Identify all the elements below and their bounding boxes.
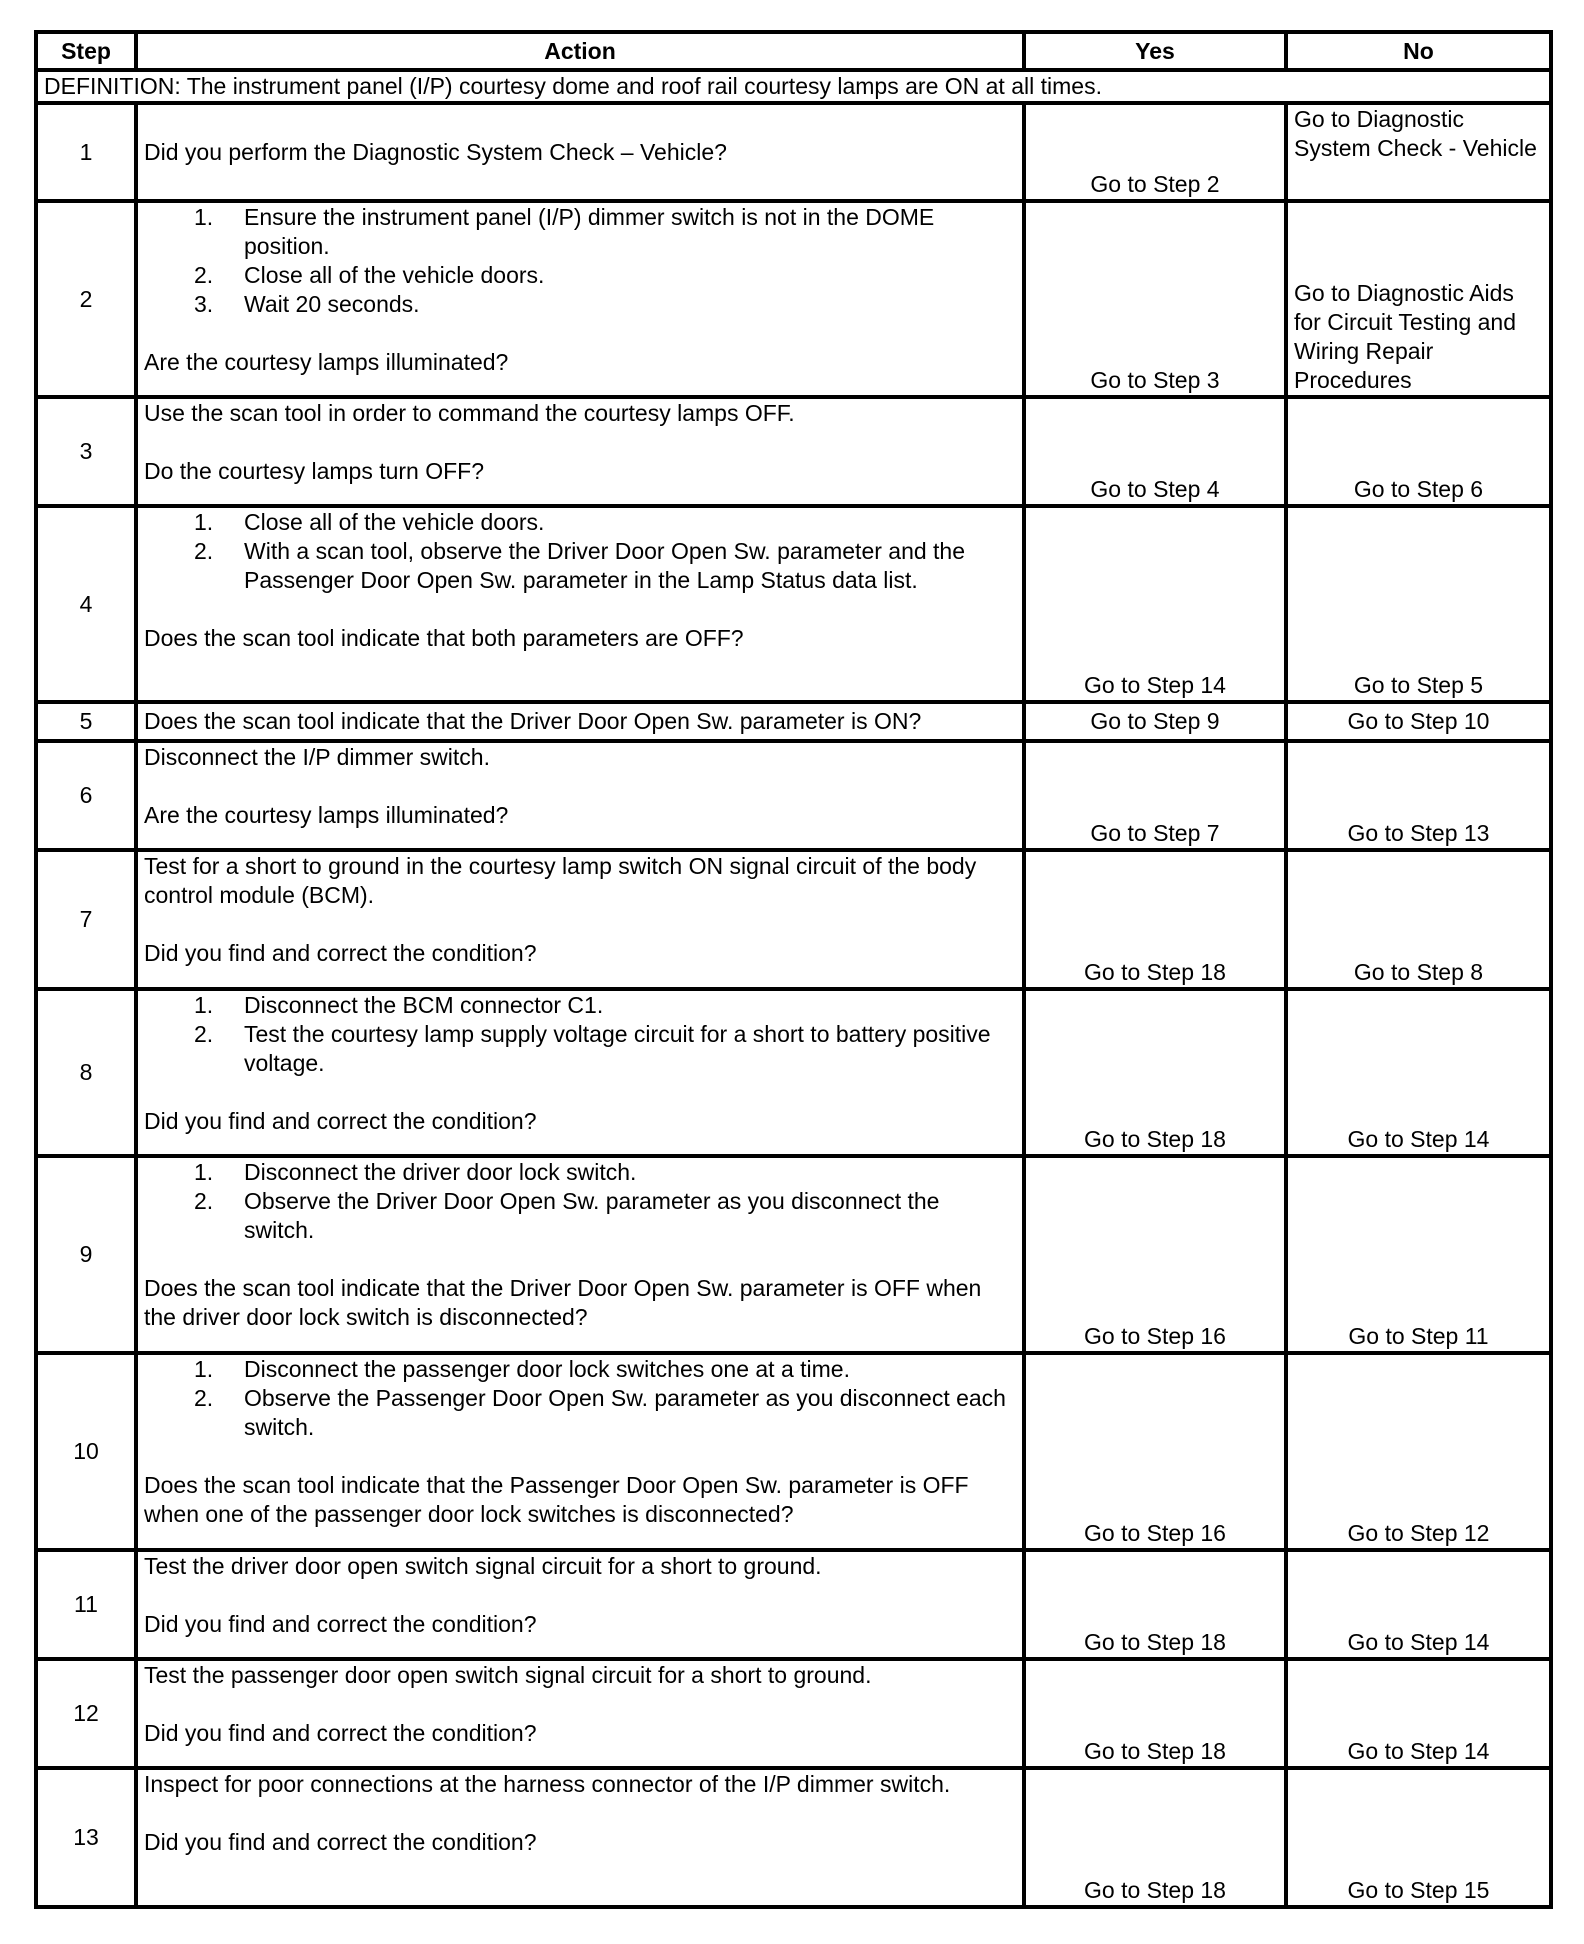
action-question: Are the courtesy lamps illuminated? — [144, 802, 509, 828]
table-row — [36, 397, 1551, 506]
header-row — [36, 32, 1551, 70]
no-cell: Go to Step 10 — [1286, 702, 1551, 741]
yes-cell: Go to Step 18 — [1024, 1550, 1286, 1659]
action-text: Test for a short to ground in the courtesy lamp switch ON signal circuit of the body control module (BCM). — [144, 853, 977, 908]
action-cell — [136, 506, 1024, 702]
action-question: Did you find and correct the condition? — [144, 1108, 537, 1134]
no-cell: Go to Step 5 — [1286, 506, 1551, 702]
list-item: 2. Test the courtesy lamp supply voltage circuit for a short to battery positive voltage. — [194, 1021, 991, 1076]
action-question: Does the scan tool indicate that the Driver Door Open Sw. parameter is OFF when the driver door lock switch is disconnected? — [144, 1275, 982, 1330]
action-cell — [136, 201, 1024, 397]
action-cell — [136, 702, 1024, 741]
table-row — [36, 702, 1551, 741]
header-action: Action — [136, 32, 1024, 70]
action-list — [144, 1158, 1016, 1245]
yes-cell: Go to Step 7 — [1024, 741, 1286, 850]
no-cell: Go to Step 15 — [1286, 1768, 1551, 1907]
yes-cell: Go to Step 4 — [1024, 397, 1286, 506]
action-cell — [136, 103, 1024, 201]
step-number: 10 — [36, 1353, 136, 1550]
no-cell: Go to Step 11 — [1286, 1156, 1551, 1353]
no-cell: Go to Step 13 — [1286, 741, 1551, 850]
step-number: 13 — [36, 1768, 136, 1907]
no-cell: Go to Step 14 — [1286, 989, 1551, 1156]
yes-cell: Go to Step 2 — [1024, 103, 1286, 201]
action-text: Use the scan tool in order to command the courtesy lamps OFF. — [144, 400, 795, 426]
table-row — [36, 1659, 1551, 1768]
action-question: Did you find and correct the condition? — [144, 1720, 537, 1746]
table-row — [36, 850, 1551, 989]
action-question: Did you find and correct the condition? — [144, 1829, 537, 1855]
table-row — [36, 103, 1551, 201]
action-cell — [136, 1156, 1024, 1353]
action-cell — [136, 989, 1024, 1156]
definition-text: DEFINITION: The instrument panel (I/P) courtesy dome and roof rail courtesy lamps are ON at all times. — [36, 70, 1551, 103]
action-cell — [136, 1768, 1024, 1907]
list-item: 1. Disconnect the passenger door lock switches one at a time. — [194, 1356, 850, 1382]
table-row — [36, 741, 1551, 850]
step-number: 3 — [36, 397, 136, 506]
action-text: Test the passenger door open switch signal circuit for a short to ground. — [144, 1662, 872, 1688]
action-cell — [136, 1550, 1024, 1659]
no-cell: Go to Diagnostic Aids for Circuit Testing and Wiring Repair Procedures — [1286, 201, 1551, 397]
yes-cell: Go to Step 16 — [1024, 1353, 1286, 1550]
action-list — [144, 508, 1016, 595]
yes-cell: Go to Step 16 — [1024, 1156, 1286, 1353]
action-question: Did you find and correct the condition? — [144, 940, 537, 966]
table-row — [36, 1550, 1551, 1659]
step-number: 5 — [36, 702, 136, 741]
action-question: Does the scan tool indicate that the Driver Door Open Sw. parameter is ON? — [144, 708, 922, 734]
yes-cell: Go to Step 14 — [1024, 506, 1286, 702]
list-item: 3. Wait 20 seconds. — [194, 291, 420, 317]
step-number: 1 — [36, 103, 136, 201]
list-item: 2. Close all of the vehicle doors. — [194, 262, 545, 288]
table-row — [36, 1156, 1551, 1353]
step-number: 8 — [36, 989, 136, 1156]
action-cell — [136, 1353, 1024, 1550]
action-question: Does the scan tool indicate that both parameters are OFF? — [144, 625, 744, 651]
step-number: 12 — [36, 1659, 136, 1768]
no-cell: Go to Step 12 — [1286, 1353, 1551, 1550]
header-step: Step — [36, 32, 136, 70]
action-cell — [136, 741, 1024, 850]
table-row — [36, 506, 1551, 702]
definition-row — [36, 70, 1551, 103]
yes-cell: Go to Step 18 — [1024, 989, 1286, 1156]
action-list — [144, 203, 1016, 319]
action-text: Inspect for poor connections at the harness connector of the I/P dimmer switch. — [144, 1771, 951, 1797]
action-question: Did you perform the Diagnostic System Check – Vehicle? — [144, 138, 727, 165]
table-row — [36, 201, 1551, 397]
action-question: Does the scan tool indicate that the Passenger Door Open Sw. parameter is OFF when one of the passenger door lock switches is disconnected? — [144, 1472, 969, 1527]
action-question: Are the courtesy lamps illuminated? — [144, 349, 509, 375]
step-number: 9 — [36, 1156, 136, 1353]
yes-cell: Go to Step 18 — [1024, 850, 1286, 989]
no-cell: Go to Step 14 — [1286, 1550, 1551, 1659]
no-cell: Go to Step 8 — [1286, 850, 1551, 989]
table-row — [36, 1768, 1551, 1907]
action-question: Did you find and correct the condition? — [144, 1611, 537, 1637]
list-item: 2. Observe the Passenger Door Open Sw. parameter as you disconnect each switch. — [194, 1385, 1006, 1440]
step-number: 2 — [36, 201, 136, 397]
no-cell: Go to Step 14 — [1286, 1659, 1551, 1768]
action-list — [144, 1355, 1016, 1442]
table-row — [36, 1353, 1551, 1550]
yes-cell: Go to Step 3 — [1024, 201, 1286, 397]
yes-cell: Go to Step 18 — [1024, 1659, 1286, 1768]
header-yes: Yes — [1024, 32, 1286, 70]
yes-cell: Go to Step 18 — [1024, 1768, 1286, 1907]
header-no: No — [1286, 32, 1551, 70]
step-number: 4 — [36, 506, 136, 702]
action-cell — [136, 1659, 1024, 1768]
list-item: 1. Disconnect the BCM connector C1. — [194, 992, 604, 1018]
table-row — [36, 989, 1551, 1156]
step-number: 6 — [36, 741, 136, 850]
list-item: 1. Disconnect the driver door lock switch. — [194, 1159, 637, 1185]
action-list — [144, 991, 1016, 1078]
yes-cell: Go to Step 9 — [1024, 702, 1286, 741]
list-item: 2. With a scan tool, observe the Driver Door Open Sw. parameter and the Passenger Door Open Sw. parameter in the Lamp Status data list. — [194, 538, 966, 593]
no-cell: Go to Diagnostic System Check - Vehicle — [1286, 103, 1551, 201]
list-item: 1. Ensure the instrument panel (I/P) dimmer switch is not in the DOME position. — [194, 204, 935, 259]
diagnostic-table — [34, 30, 1553, 1909]
list-item: 2. Observe the Driver Door Open Sw. parameter as you disconnect the switch. — [194, 1188, 940, 1243]
action-cell — [136, 397, 1024, 506]
action-cell — [136, 850, 1024, 989]
step-number: 7 — [36, 850, 136, 989]
no-cell: Go to Step 6 — [1286, 397, 1551, 506]
action-text: Disconnect the I/P dimmer switch. — [144, 744, 490, 770]
action-text: Test the driver door open switch signal circuit for a short to ground. — [144, 1553, 822, 1579]
step-number: 11 — [36, 1550, 136, 1659]
list-item: 1. Close all of the vehicle doors. — [194, 509, 545, 535]
action-question: Do the courtesy lamps turn OFF? — [144, 458, 485, 484]
